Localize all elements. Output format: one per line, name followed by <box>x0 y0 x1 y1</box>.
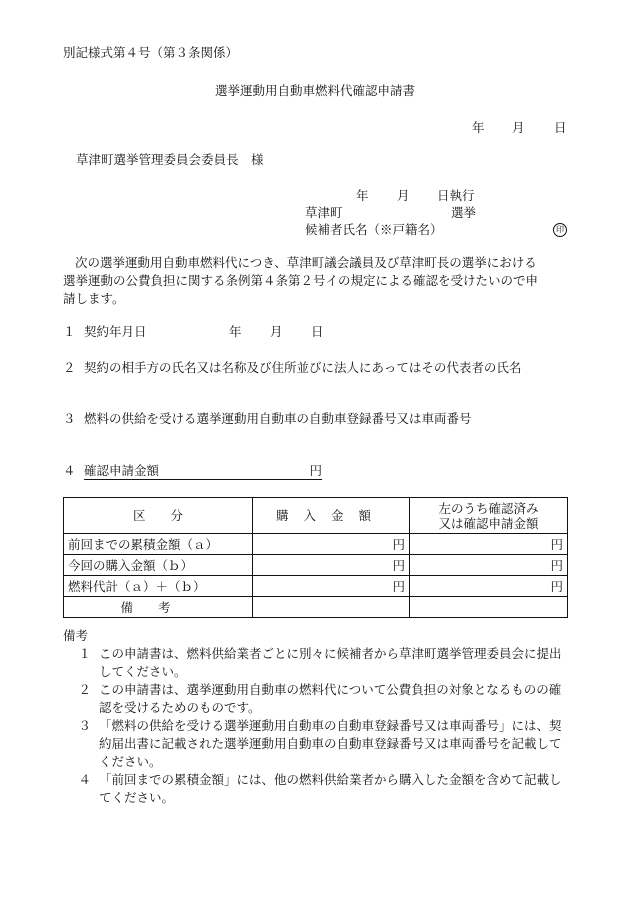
notes-heading: 備考 <box>63 628 89 643</box>
item-number: ３ <box>63 411 76 426</box>
note-text: この申請書は、選挙運動用自動車の燃料代について公費負担の対象となるものの確認を受けるためのものです。 <box>99 682 562 715</box>
item-number: １ <box>63 324 76 339</box>
item-label: 燃料の供給を受ける選挙運動用自動車の自動車登録番号又は車両番号 <box>84 411 472 426</box>
contract-month-label: 月 <box>270 324 283 339</box>
purchase-amount-cell[interactable]: 円 <box>253 534 410 555</box>
election-month-label: 月 <box>397 188 410 203</box>
confirmed-amount-cell[interactable] <box>410 597 568 618</box>
table-row <box>64 534 568 555</box>
header-purchase-amount: 購入金額 <box>253 498 410 534</box>
item-label: 契約年月日 <box>84 324 147 339</box>
note-number: １ <box>78 646 91 661</box>
header-confirmed-amount: 左のうち確認済み 又は確認申請金額 <box>410 498 568 534</box>
note-item <box>63 645 573 681</box>
contract-day-label: 日 <box>311 324 324 339</box>
note-text: 「燃料の供給を受ける選挙運動用自動車の自動車登録番号又は車両番号」には、契約届出書に記載された選挙運動用自動車の自動車登録番号又は車両番号を記載してください。 <box>99 718 562 769</box>
date-year-label: 年 <box>472 120 485 135</box>
date-month-label: 月 <box>512 120 525 135</box>
row-label: 燃料代計（ａ）＋（ｂ） <box>64 576 253 597</box>
table-row <box>64 597 568 618</box>
purchase-amount-cell[interactable]: 円 <box>253 555 410 576</box>
election-year-label: 年 <box>356 188 369 203</box>
note-number: ４ <box>78 772 91 787</box>
item-label: 確認申請金額 <box>84 463 160 478</box>
fuel-cost-table <box>63 497 568 618</box>
candidate-name-label: 候補者氏名（※戸籍名） <box>305 222 443 237</box>
row-label-remarks: 備考 <box>64 597 253 618</box>
confirmed-amount-cell[interactable]: 円 <box>410 576 568 597</box>
body-text-line: 次の選挙運動用自動車燃料代につき、草津町議会議員及び草津町長の選挙における <box>75 255 537 270</box>
note-item <box>63 771 573 807</box>
body-text-line: 選挙運動の公費負担に関する条例第４条第２号イの規定による確認を受けたいので申 <box>63 273 539 288</box>
item-number: ４ <box>63 463 76 478</box>
election-type-label: 選挙 <box>451 205 477 220</box>
addressee: 草津町選挙管理委員会委員長 様 <box>76 152 264 167</box>
election-town-label: 草津町 <box>305 205 343 220</box>
table-row <box>64 576 568 597</box>
note-item <box>63 717 573 771</box>
purchase-amount-cell[interactable]: 円 <box>253 576 410 597</box>
item-number: ２ <box>63 360 76 375</box>
notes-section <box>63 627 573 807</box>
election-day-exec-label: 日執行 <box>437 188 475 203</box>
confirmed-amount-cell[interactable]: 円 <box>410 534 568 555</box>
contract-year-label: 年 <box>229 324 242 339</box>
note-text: 「前回までの累積金額」には、他の燃料供給業者から購入した金額を含めて記載してください。 <box>99 772 562 805</box>
table-header-row <box>64 498 568 534</box>
header-category: 区 分 <box>64 498 253 534</box>
row-label: 前回までの累積金額（ａ） <box>64 534 253 555</box>
note-item <box>63 681 573 717</box>
requested-amount-field[interactable] <box>84 463 322 480</box>
date-day-label: 日 <box>554 120 567 135</box>
row-label: 今回の購入金額（ｂ） <box>64 555 253 576</box>
page-title: 選挙運動用自動車燃料代確認申請書 <box>214 83 415 98</box>
purchase-amount-cell[interactable] <box>253 597 410 618</box>
table-row <box>64 555 568 576</box>
form-reference: 別記様式第４号（第３条関係） <box>63 45 239 60</box>
yen-unit: 円 <box>309 463 322 478</box>
confirmed-amount-cell[interactable]: 円 <box>410 555 568 576</box>
note-number: ３ <box>78 718 91 733</box>
note-text: この申請書は、燃料供給業者ごとに別々に候補者から草津町選挙管理委員会に提出してください。 <box>99 646 562 679</box>
note-number: ２ <box>78 682 91 697</box>
seal-mark: 印 <box>553 223 567 237</box>
body-text-line: 請します。 <box>63 291 125 306</box>
item-label: 契約の相手方の氏名又は名称及び住所並びに法人にあってはその代表者の氏名 <box>84 360 522 375</box>
